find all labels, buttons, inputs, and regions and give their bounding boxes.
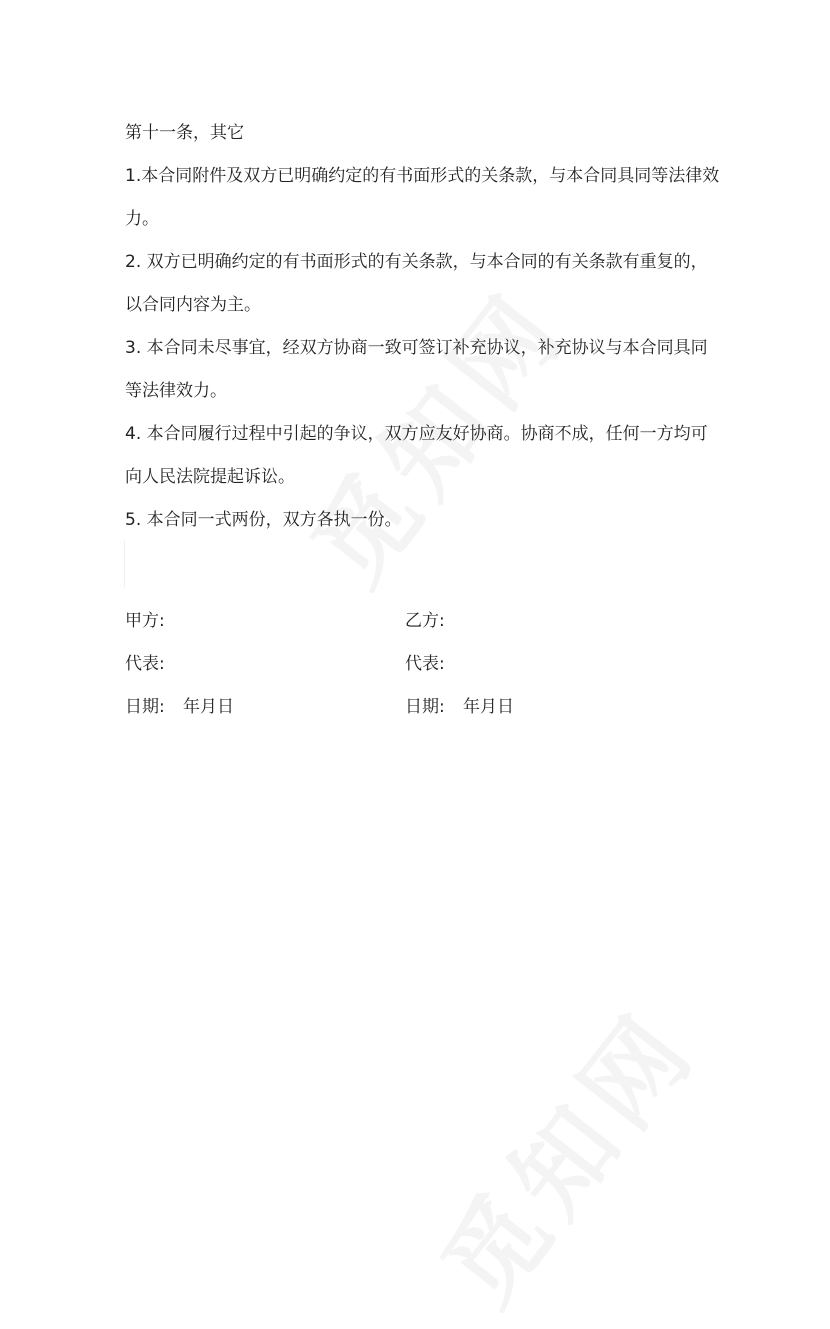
date-row — [125, 686, 725, 729]
clause-1: 1.本合同附件及双方已明确约定的有书面形式的关条款，与本合同具同等法律效力。 — [125, 166, 720, 229]
date-a-value: 年月日 — [183, 697, 234, 717]
clause-3: 3. 本合同未尽事宜，经双方协商一致可签订补充协议，补充协议与本合同具同等法律效力。 — [125, 338, 708, 401]
date-b-label: 日期: — [405, 697, 445, 717]
party-row — [125, 600, 725, 643]
representative-row — [125, 643, 725, 686]
rep-a-label: 代表: — [125, 654, 165, 674]
party-b-label: 乙方: — [405, 611, 445, 631]
date-a — [125, 686, 234, 729]
date-b-value: 年月日 — [463, 697, 514, 717]
clause-2: 2. 双方已明确约定的有书面形式的有关条款，与本合同的有关条款有重复的，以合同内容为主。 — [125, 252, 708, 315]
clause-list — [125, 155, 720, 542]
clause-5: 5. 本合同一式两份，双方各执一份。 — [125, 510, 402, 530]
clause-4: 4. 本合同履行过程中引起的争议，双方应友好协商。协商不成，任何一方均可向人民法院提起诉讼。 — [125, 424, 708, 487]
date-b — [405, 686, 514, 729]
date-a-label: 日期: — [125, 697, 165, 717]
watermark — [403, 975, 723, 1328]
contract-body — [125, 112, 720, 542]
rep-b-label: 代表: — [405, 654, 445, 674]
signature-block — [125, 600, 725, 729]
section-heading: 第十一条，其它 — [125, 123, 244, 143]
party-a-label: 甲方: — [125, 611, 165, 631]
margin-rule — [124, 540, 125, 588]
